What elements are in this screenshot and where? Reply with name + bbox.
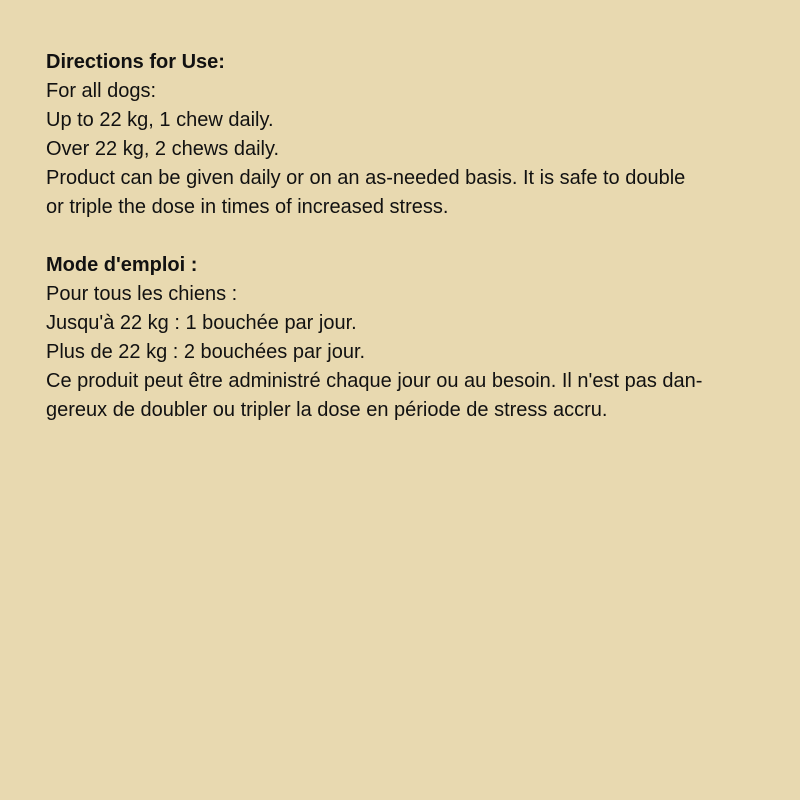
english-line-frequency: Product can be given daily or on an as-needed basis. It is safe to double — [46, 167, 686, 189]
english-directions-section — [46, 48, 760, 222]
french-line-jusqua-22kg: Jusqu'à 22 kg : 1 bouchée par jour. — [46, 312, 357, 334]
english-heading: Directions for Use: — [46, 51, 225, 73]
english-line-up-to-22kg: Up to 22 kg, 1 chew daily. — [46, 109, 274, 131]
french-line-stress: gereux de doubler ou tripler la dose en période de stress accru. — [46, 399, 608, 421]
french-line-chiens: Pour tous les chiens : — [46, 283, 238, 305]
french-directions-section — [46, 251, 760, 425]
english-line-over-22kg: Over 22 kg, 2 chews daily. — [46, 138, 280, 160]
french-line-plus-de-22kg: Plus de 22 kg : 2 bouchées par jour. — [46, 341, 366, 363]
french-heading: Mode d'emploi : — [46, 254, 198, 276]
french-line-frequence: Ce produit peut être administré chaque jour ou au besoin. Il n'est pas dan- — [46, 370, 703, 392]
english-line-dogs: For all dogs: — [46, 80, 157, 102]
english-line-stress: or triple the dose in times of increased stress. — [46, 196, 449, 218]
